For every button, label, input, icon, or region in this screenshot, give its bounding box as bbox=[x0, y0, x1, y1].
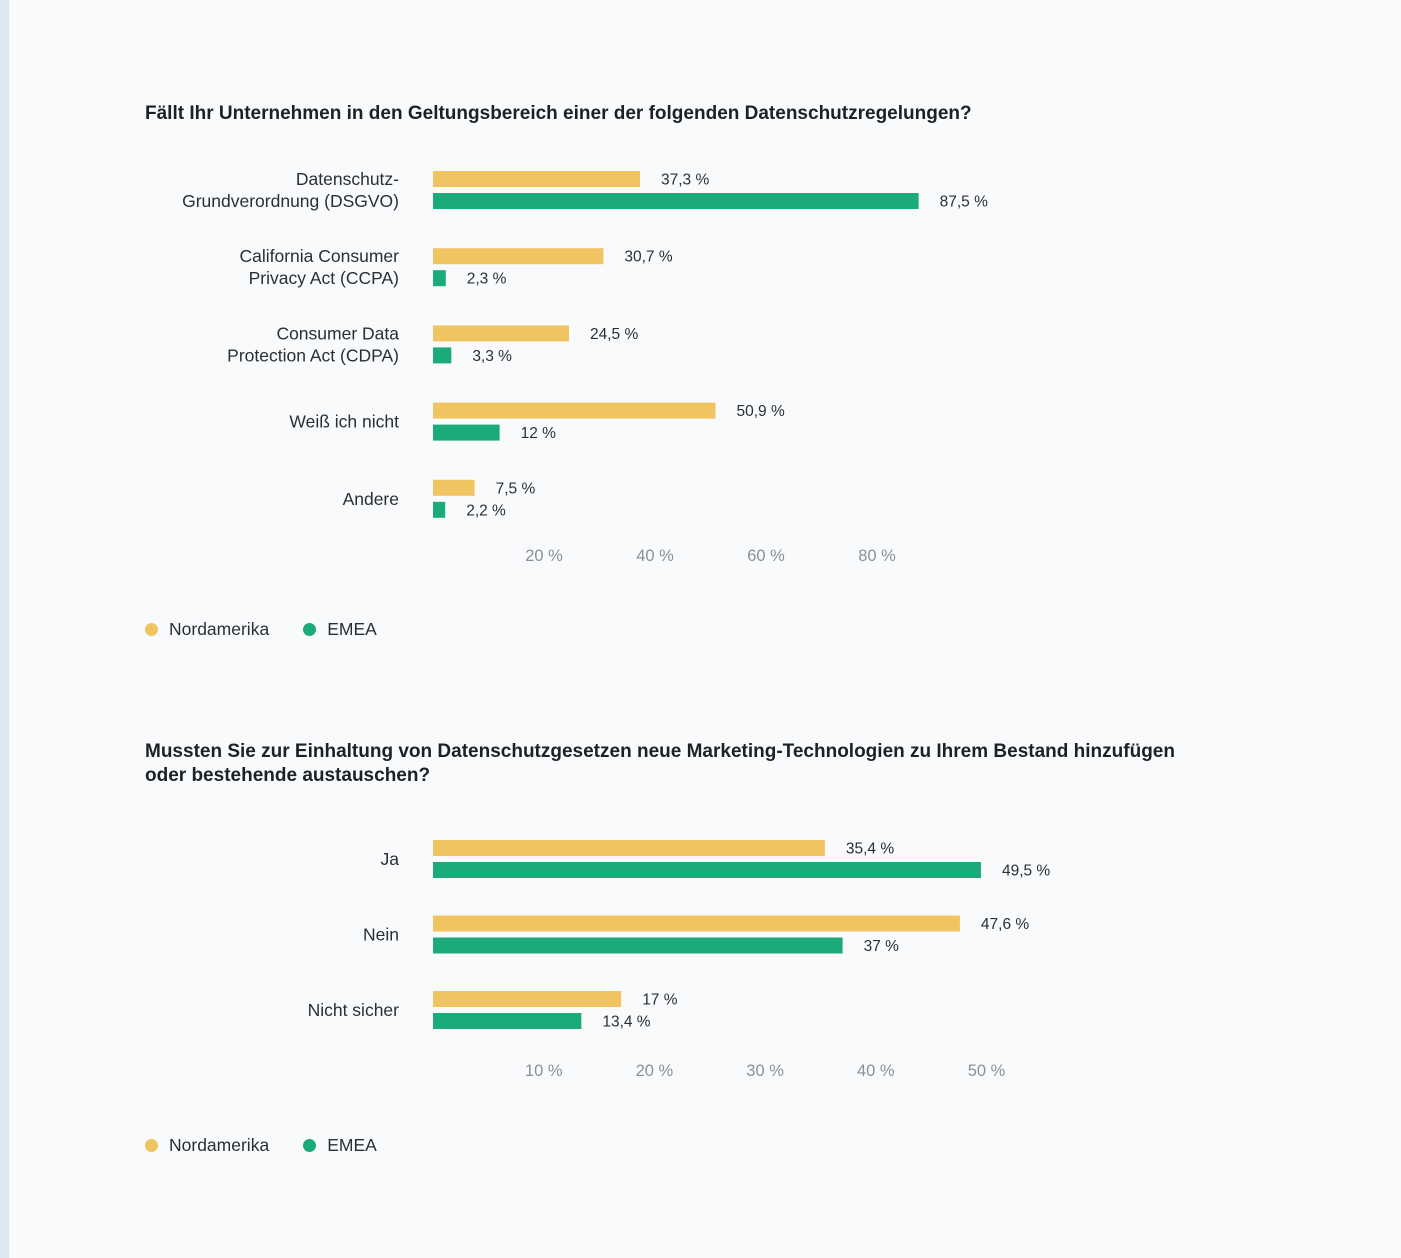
chart-2-legend bbox=[145, 1135, 411, 1156]
x-tick-label: 30 % bbox=[746, 1062, 784, 1080]
bar-emea bbox=[433, 862, 981, 878]
legend-item-north-america bbox=[145, 1135, 269, 1156]
data-label-emea: 3,3 % bbox=[472, 347, 512, 365]
data-label-north-america: 47,6 % bbox=[980, 916, 1030, 933]
category-label bbox=[363, 925, 399, 945]
category-label bbox=[308, 1000, 400, 1020]
data-label-emea: 2,3 % bbox=[466, 270, 507, 288]
data-label-north-america: 30,7 % bbox=[624, 248, 673, 266]
data-label-emea: 12 % bbox=[520, 425, 556, 443]
category-label-line: Weiß ich nicht bbox=[289, 411, 399, 432]
category-label-line: Nicht sicher bbox=[307, 1000, 399, 1020]
chart-1-title: Fällt Ihr Unternehmen in den Geltungsbereich einer der folgenden Datenschutzregelungen? bbox=[145, 103, 972, 124]
x-tick-label: 10 % bbox=[524, 1062, 563, 1080]
chart-2-title: Mussten Sie zur Einhaltung von Datenschutzgesetzen neue Marketing-Technologien zu Ihrem Bestand hinzufügen oder bestehende austauschen? bbox=[145, 741, 1175, 786]
x-tick-label: 80 % bbox=[858, 547, 896, 565]
bar-north-america bbox=[433, 916, 960, 932]
category-label-line: Datenschutz- bbox=[295, 169, 399, 189]
x-tick-label: 20 % bbox=[525, 547, 563, 565]
bar-north-america bbox=[433, 840, 825, 856]
data-label-north-america: 17 % bbox=[642, 991, 678, 1009]
x-tick-label: 40 % bbox=[856, 1062, 895, 1080]
data-label-north-america: 35,4 % bbox=[845, 840, 895, 858]
legend-label-emea: EMEA bbox=[327, 1135, 377, 1155]
data-label-north-america: 24,5 % bbox=[589, 325, 639, 343]
category-label bbox=[381, 849, 400, 869]
data-label-north-america: 37,3 % bbox=[661, 171, 710, 189]
data-label-north-america: 50,9 % bbox=[736, 403, 785, 421]
legend-label-north-america: Nordamerika bbox=[169, 619, 270, 639]
category-label-line: Grundverordnung (DSGVO) bbox=[182, 191, 399, 211]
data-label-emea: 37 % bbox=[863, 938, 899, 955]
legend-label-north-america: Nordamerika bbox=[169, 1135, 270, 1155]
category-label-line: Nein bbox=[363, 924, 399, 945]
legend-dot-north-america bbox=[145, 1139, 158, 1152]
bar-emea bbox=[433, 1013, 581, 1029]
data-label-emea: 2,2 % bbox=[466, 502, 506, 520]
category-label-line: California Consumer bbox=[239, 246, 399, 267]
bar-north-america bbox=[433, 991, 621, 1007]
legend-label-emea: EMEA bbox=[327, 619, 377, 639]
x-tick-label: 60 % bbox=[747, 547, 785, 565]
x-tick-label: 20 % bbox=[635, 1062, 674, 1080]
data-label-emea: 87,5 % bbox=[939, 193, 988, 211]
legend-item-emea bbox=[303, 1135, 377, 1156]
category-label-line: Andere bbox=[342, 488, 399, 509]
data-label-emea: 49,5 % bbox=[1001, 862, 1051, 880]
category-label-line: Ja bbox=[380, 849, 399, 869]
x-tick-label: 50 % bbox=[967, 1062, 1006, 1080]
bar-emea bbox=[433, 938, 843, 954]
category-label-line: Consumer Data bbox=[276, 323, 399, 344]
category-label-line: Privacy Act (CCPA) bbox=[248, 268, 399, 289]
x-tick-label: 40 % bbox=[636, 547, 674, 565]
category-label-line: Protection Act (CDPA) bbox=[227, 345, 399, 366]
data-label-north-america: 7,5 % bbox=[495, 480, 536, 498]
legend-dot-emea bbox=[303, 1139, 316, 1152]
data-label-emea: 13,4 % bbox=[602, 1013, 651, 1031]
